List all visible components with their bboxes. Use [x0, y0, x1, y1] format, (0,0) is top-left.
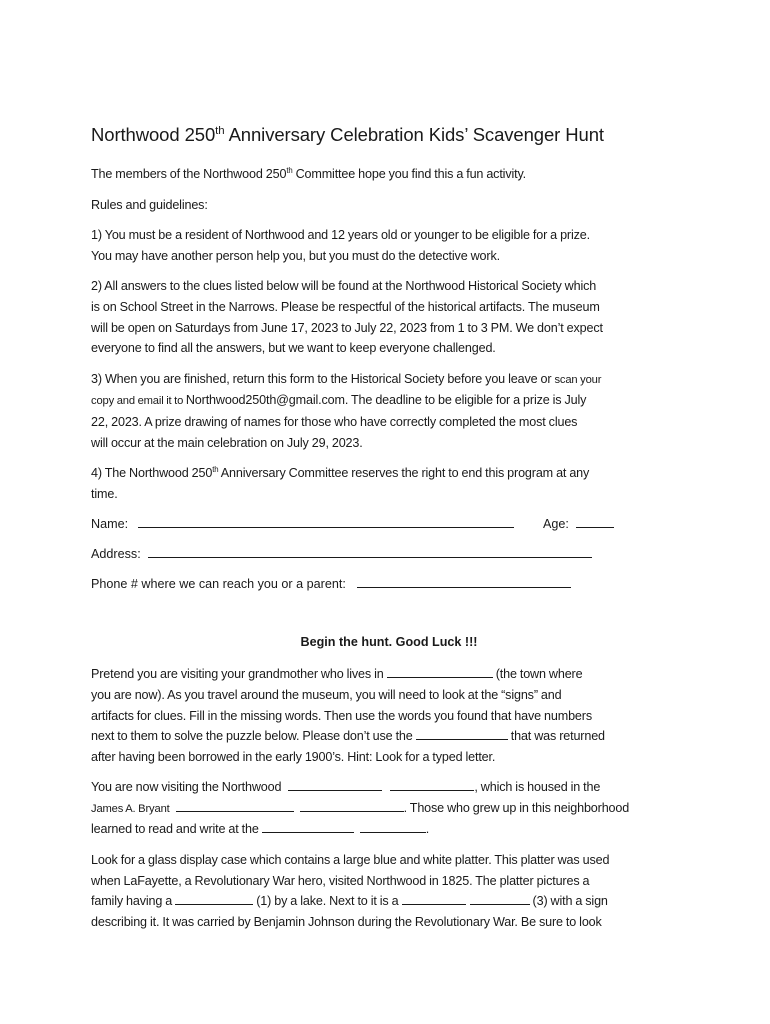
intro-paragraph: Pretend you are visiting your grandmother who lives in (the town where you are now). As you travel around the museum, you will need to look at the “signs” and artifacts for clues. Fill in the missing words. Then use the words you found that have numbers next to them to solve the puzzle below. Please don’t use the that was returned after having been borrowed in the early 1900’s. Hint: Look for a typed letter.	[91, 664, 687, 767]
museum-word-2-blank[interactable]	[390, 777, 474, 791]
clue-1-blank[interactable]	[175, 891, 253, 905]
bryant-word-1-blank[interactable]	[176, 798, 294, 812]
clue-3-word-1-blank[interactable]	[402, 891, 466, 905]
age-label: Age:	[543, 517, 569, 532]
address-input-line[interactable]	[148, 544, 592, 558]
page-title: Northwood 250th Anniversary Celebration Kids’ Scavenger Hunt	[91, 124, 604, 145]
intro-text: The members of the Northwood 250th Committee hope you find this a fun activity.	[91, 165, 527, 181]
address-field-row	[91, 544, 687, 574]
rules-heading: Rules and guidelines:	[91, 197, 208, 212]
document-content	[91, 122, 687, 932]
age-field	[543, 514, 614, 534]
platter-paragraph: Look for a glass display case which contains a large blue and white platter. This platter was used when LaFayette, a Revolutionary War hero, visited Northwood in 1825. The platter pictures a family having a (1) by a lake. Next to it is a (3) with a sign describing it. It was carried by Benjamin Johnson during the Revolutionary War. Be sure to look	[91, 853, 610, 929]
name-label: Name:	[91, 517, 129, 532]
name-field-row	[91, 514, 687, 544]
phone-label: Phone # where we can reach you or a parent:	[91, 577, 346, 592]
email-address: Northwood250th@gmail.com. The deadline to be eligible for a prize is July	[185, 393, 587, 408]
museum-word-1-blank[interactable]	[288, 777, 382, 791]
rule-4: 4) The Northwood 250th Anniversary Committee reserves the right to end this program at any time.	[91, 464, 590, 501]
school-word-1-blank[interactable]	[262, 819, 354, 833]
museum-paragraph: You are now visiting the Northwood , which is housed in the James A. Bryant . Those who grew up in this neighborhood learned to read and write at the .	[91, 777, 687, 840]
clue-3-word-2-blank[interactable]	[470, 891, 530, 905]
rule-2: 2) All answers to the clues listed below will be found at the Northwood Historical Society which is on School Street in the Narrows. Please be respectful of the historical artifacts. The museum will be open on Saturdays from June 17, 2023 to July 22, 2023 from 1 to 3 PM. We don’t expect everyone to find all the answers, but we want to keep everyone challenged.	[91, 279, 603, 356]
begin-heading: Begin the hunt. Good Luck !!!	[300, 635, 478, 650]
bryant-word-2-blank[interactable]	[300, 798, 404, 812]
age-input-line[interactable]	[576, 514, 614, 528]
town-blank[interactable]	[387, 664, 493, 678]
rule-1: 1) You must be a resident of Northwood and 12 years old or younger to be eligible for a prize. You may have another person help you, but you must do the detective work.	[91, 228, 590, 263]
phone-input-line[interactable]	[357, 574, 571, 588]
name-input-line[interactable]	[138, 514, 514, 528]
school-word-2-blank[interactable]	[360, 819, 426, 833]
rule-3: 3) When you are finished, return this form to the Historical Society before you leave or scan your copy and email it to Northwood250th@gmail.com. The deadline to be eligible for a prize is July 22, 2023. A prize drawing of names for those who have correctly completed the most clues will occur at the main celebration on July 29, 2023.	[91, 371, 602, 450]
phone-field-row	[91, 574, 687, 604]
returned-item-blank[interactable]	[416, 726, 508, 740]
address-label: Address:	[91, 547, 141, 562]
